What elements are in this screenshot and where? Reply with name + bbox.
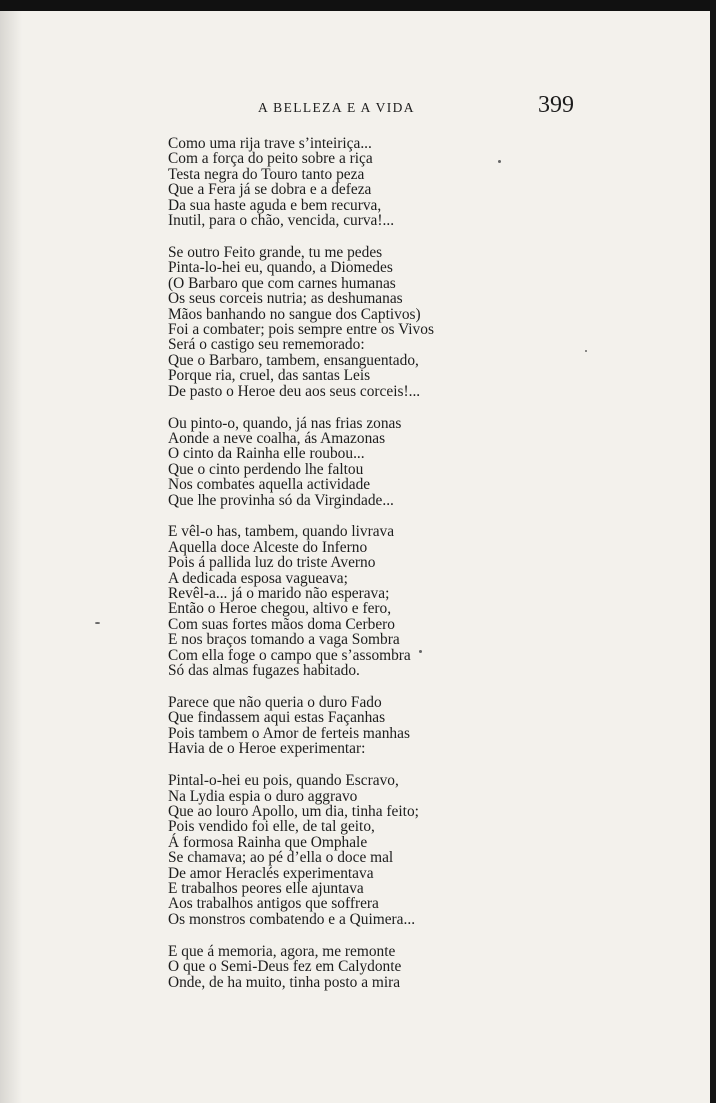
verse-line: E nos braços tomando a vaga Sombra [168,631,400,649]
verse-line: Como uma rija trave s’inteiriça... [168,135,372,152]
verse-line: Ou pinto-o, quando, já nas frias zonas [168,414,402,432]
verse-line: Testa negra do Touro tanto peza [168,165,365,183]
verse-line: E que á memoria, agora, me remonte [168,942,396,960]
stanza [168,416,468,508]
ink-speck [498,160,501,163]
verse-line: Com a força do peito sobre a riça [168,150,373,168]
ink-speck [585,350,587,352]
verse-line: O cinto da Rainha elle roubou... [168,445,365,463]
verse-line: Porque ria, cruel, das santas Leis [168,367,371,385]
verse-line: Com suas fortes mãos doma Cerbero [168,615,395,633]
stanza [168,524,468,678]
poem-text [168,136,468,1006]
verse-line: Revêl-a... já o marido não esperava; [168,585,390,603]
verse-line: Que o Barbaro, tambem, ensanguentado, [168,351,419,369]
verse-line: Da sua haste aguda e bem recurva, [168,196,382,214]
verse-line: Na Lydia espia o duro aggravo [168,787,358,805]
verse-line: Então o Heroe chegou, altivo e fero, [168,600,392,618]
verse-line: Que a Fera já se dobra e a defeza [168,181,372,199]
page-gutter-shadow [0,11,22,1103]
stanza [168,136,468,228]
verse-line: Com ella foge o campo que s’assombra [168,646,411,664]
ink-speck [95,622,100,624]
ink-speck [419,650,422,653]
verse-line: Pois á pallida luz do triste Averno [168,554,376,572]
verse-line: (O Barbaro que com carnes humanas [168,274,396,292]
verse-line: De pasto o Heroe deu aos seus corceis!... [168,382,421,400]
stanza [168,944,468,990]
stanza [168,773,468,927]
verse-line: Pois vendido foi elle, de tal geito, [168,818,375,836]
verse-line: Se outro Feito grande, tu me pedes [168,243,383,261]
verse-line: Inutil, para o chão, vencida, curva!... [168,212,395,230]
verse-line: Foi a combater; pois sempre entre os Vivos [168,320,434,338]
verse-line: Os seus corceis nutria; as deshumanas [168,290,403,308]
verse-line: Só das almas fugazes habitado. [168,662,360,680]
scan-top-border [0,0,716,11]
verse-line: Pinta-lo-hei eu, quando, a Diomedes [168,259,393,277]
verse-line: Que lhe provinha só da Virgindade... [168,491,394,509]
page-header [0,92,716,122]
scan-right-border [710,0,716,1103]
stanza [168,245,468,399]
verse-line: A dedicada esposa vagueava; [168,569,348,587]
verse-line: Onde, de ha muito, tinha posto a mira [168,973,401,991]
verse-line: Será o castigo seu rememorado: [168,336,365,354]
verse-line: Parece que não queria o duro Fado [168,694,382,711]
page-number: 399 [538,92,574,118]
verse-line: Aonde a neve coalha, ás Amazonas [168,429,386,447]
verse-line: Se chamava; ao pé d’ella o doce mal [168,849,394,867]
verse-line: Os monstros combatendo e a Quimera... [168,910,416,928]
verse-line: Que ao louro Apollo, um dia, tinha feito; [168,802,419,820]
verse-line: De amor Heraclés experimentava [168,864,374,882]
verse-line: Havia de o Heroe experimentar: [168,740,366,758]
verse-line: Nos combates aquella actividade [168,476,371,494]
stanza [168,695,468,757]
verse-line: Aos trabalhos antigos que soffrera [168,895,379,913]
verse-line: Mãos banhando no sangue dos Captivos) [168,305,421,323]
verse-line: O que o Semi-Deus fez em Calydonte [168,958,402,976]
verse-line: Aquella doce Alceste do Inferno [168,538,368,556]
running-title: A BELLEZA E A VIDA [258,100,415,115]
verse-line: Que findassem aqui estas Façanhas [168,709,386,727]
verse-line: Pintal-o-hei eu pois, quando Escravo, [168,772,399,790]
verse-line: Pois tambem o Amor de ferteis manhas [168,724,410,742]
verse-line: Que o cinto perdendo lhe faltou [168,460,364,478]
verse-line: Á formosa Rainha que Omphale [168,833,368,851]
verse-line: E vêl-o has, tambem, quando livrava [168,523,395,541]
verse-line: E trabalhos peores elle ajuntava [168,879,364,897]
